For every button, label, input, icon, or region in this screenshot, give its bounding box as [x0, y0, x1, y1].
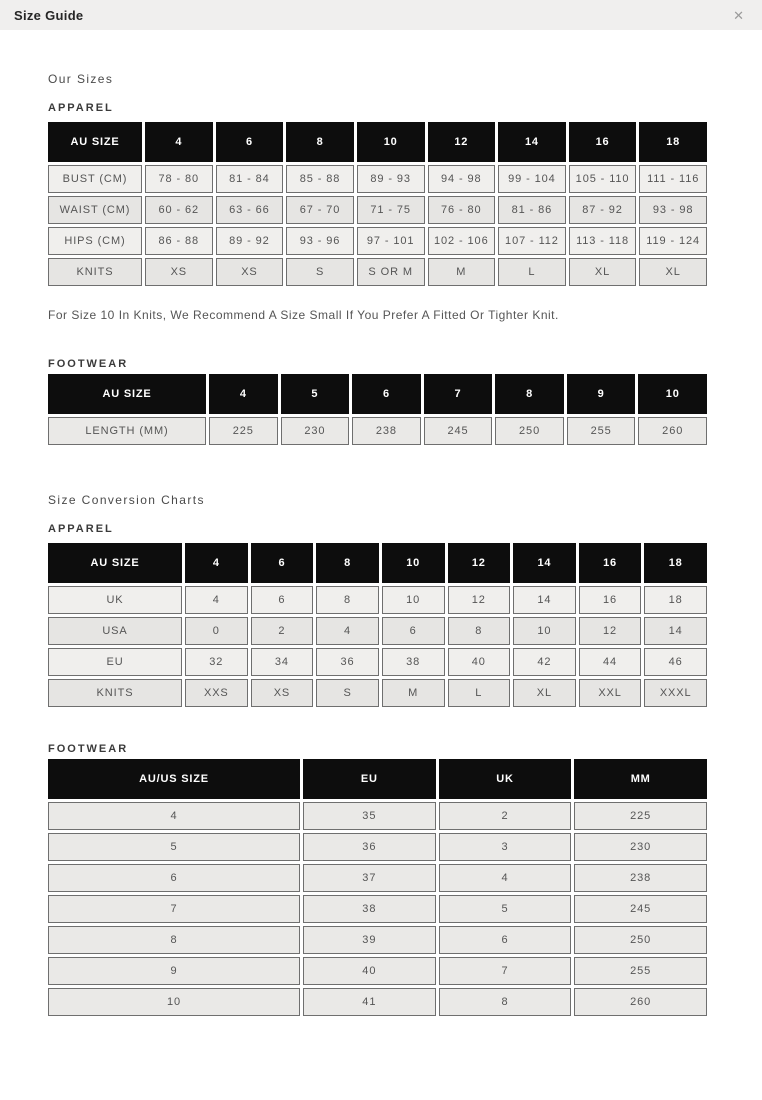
row-label-cell: 4	[48, 802, 300, 830]
table-cell: 14	[513, 586, 576, 614]
table-header-cell: EU	[303, 759, 436, 799]
topbar	[0, 0, 762, 30]
table-header-cell: MM	[574, 759, 707, 799]
table-header-cell: 14	[513, 543, 576, 583]
table-cell: 63 - 66	[216, 196, 284, 224]
table-cell: 102 - 106	[428, 227, 496, 255]
page-title: Size Guide	[14, 7, 84, 23]
table-cell: S	[316, 679, 379, 707]
table-cell: 225	[574, 802, 707, 830]
table-cell: 44	[579, 648, 642, 676]
table-cell: 94 - 98	[428, 165, 496, 193]
table-header-cell: 16	[569, 122, 637, 162]
table-cell: XS	[216, 258, 284, 286]
table-cell: 250	[574, 926, 707, 954]
table-cell: 87 - 92	[569, 196, 637, 224]
table-cell: 245	[424, 417, 493, 445]
table-cell: 250	[495, 417, 564, 445]
table-header-cell: 4	[185, 543, 248, 583]
close-icon[interactable]: ✕	[733, 7, 744, 23]
table-header-cell: AU SIZE	[48, 543, 182, 583]
table-header-cell: 6	[352, 374, 421, 414]
table-cell: 89 - 93	[357, 165, 425, 193]
row-label-cell: 6	[48, 864, 300, 892]
table-cell: 99 - 104	[498, 165, 566, 193]
table-header-cell: 12	[428, 122, 496, 162]
table-cell: 0	[185, 617, 248, 645]
table-cell: 119 - 124	[639, 227, 707, 255]
table-cell: 67 - 70	[286, 196, 354, 224]
table-cell: 18	[644, 586, 707, 614]
table-cell: 10	[382, 586, 445, 614]
row-label-cell: 8	[48, 926, 300, 954]
table-cell: 81 - 84	[216, 165, 284, 193]
table-header-cell: 10	[382, 543, 445, 583]
table-cell: 35	[303, 802, 436, 830]
table-cell: 86 - 88	[145, 227, 213, 255]
our-sizes-apparel-table	[48, 122, 707, 286]
table-cell: 8	[439, 988, 572, 1016]
table-cell: 8	[448, 617, 511, 645]
table-cell: 40	[303, 957, 436, 985]
apparel-label-conversion: APPAREL	[48, 523, 114, 535]
table-cell: 107 - 112	[498, 227, 566, 255]
table-header-cell: 4	[145, 122, 213, 162]
row-label-cell: EU	[48, 648, 182, 676]
table-cell: 10	[513, 617, 576, 645]
table-header-cell: 9	[567, 374, 636, 414]
row-label-cell: 9	[48, 957, 300, 985]
table-header-cell: 6	[216, 122, 284, 162]
table-cell: M	[382, 679, 445, 707]
table-cell: L	[498, 258, 566, 286]
footwear-label-our-sizes: FOOTWEAR	[48, 358, 129, 370]
table-cell: 260	[574, 988, 707, 1016]
row-label-cell: BUST (CM)	[48, 165, 142, 193]
row-label-cell: KNITS	[48, 679, 182, 707]
conversion-footwear-table	[48, 759, 707, 1016]
table-header-cell: UK	[439, 759, 572, 799]
table-header-cell: 5	[281, 374, 350, 414]
knits-note: For Size 10 In Knits, We Recommend A Size Small If You Prefer A Fitted Or Tighter Knit.	[48, 308, 559, 322]
conversion-apparel-table	[48, 543, 707, 707]
table-cell: 260	[638, 417, 707, 445]
table-header-cell: AU SIZE	[48, 374, 206, 414]
table-cell: XL	[569, 258, 637, 286]
table-cell: 12	[579, 617, 642, 645]
table-header-cell: 12	[448, 543, 511, 583]
table-header-cell: AU SIZE	[48, 122, 142, 162]
table-cell: 38	[382, 648, 445, 676]
table-cell: L	[448, 679, 511, 707]
table-cell: S	[286, 258, 354, 286]
table-cell: XXL	[579, 679, 642, 707]
table-cell: 4	[439, 864, 572, 892]
row-label-cell: 5	[48, 833, 300, 861]
table-header-cell: 7	[424, 374, 493, 414]
table-cell: 105 - 110	[569, 165, 637, 193]
table-header-cell: 18	[639, 122, 707, 162]
table-cell: 225	[209, 417, 278, 445]
table-header-cell: 8	[316, 543, 379, 583]
row-label-cell: LENGTH (MM)	[48, 417, 206, 445]
table-cell: 46	[644, 648, 707, 676]
table-cell: 37	[303, 864, 436, 892]
table-cell: XL	[513, 679, 576, 707]
table-cell: XS	[145, 258, 213, 286]
table-cell: 34	[251, 648, 314, 676]
table-cell: 32	[185, 648, 248, 676]
table-cell: XL	[639, 258, 707, 286]
table-header-cell: 10	[357, 122, 425, 162]
table-cell: 16	[579, 586, 642, 614]
conversion-charts-heading: Size Conversion Charts	[48, 493, 205, 507]
table-cell: 78 - 80	[145, 165, 213, 193]
row-label-cell: WAIST (CM)	[48, 196, 142, 224]
row-label-cell: 10	[48, 988, 300, 1016]
table-cell: 93 - 96	[286, 227, 354, 255]
table-header-cell: 8	[286, 122, 354, 162]
table-cell: 238	[574, 864, 707, 892]
table-cell: 4	[185, 586, 248, 614]
table-header-cell: 18	[644, 543, 707, 583]
table-cell: 255	[574, 957, 707, 985]
table-cell: 40	[448, 648, 511, 676]
table-cell: M	[428, 258, 496, 286]
table-cell: 97 - 101	[357, 227, 425, 255]
table-header-cell: AU/US SIZE	[48, 759, 300, 799]
table-cell: 2	[251, 617, 314, 645]
table-cell: XXXL	[644, 679, 707, 707]
row-label-cell: USA	[48, 617, 182, 645]
table-cell: 85 - 88	[286, 165, 354, 193]
table-cell: S OR M	[357, 258, 425, 286]
table-cell: 238	[352, 417, 421, 445]
table-cell: 5	[439, 895, 572, 923]
table-cell: 12	[448, 586, 511, 614]
table-cell: 8	[316, 586, 379, 614]
table-cell: 81 - 86	[498, 196, 566, 224]
table-cell: 6	[382, 617, 445, 645]
table-cell: 111 - 116	[639, 165, 707, 193]
table-cell: 93 - 98	[639, 196, 707, 224]
table-cell: 14	[644, 617, 707, 645]
table-cell: 60 - 62	[145, 196, 213, 224]
table-cell: 2	[439, 802, 572, 830]
row-label-cell: UK	[48, 586, 182, 614]
table-cell: 39	[303, 926, 436, 954]
table-cell: 38	[303, 895, 436, 923]
footwear-label-conversion: FOOTWEAR	[48, 743, 129, 755]
table-cell: 113 - 118	[569, 227, 637, 255]
table-cell: 4	[316, 617, 379, 645]
row-label-cell: HIPS (CM)	[48, 227, 142, 255]
row-label-cell: KNITS	[48, 258, 142, 286]
table-header-cell: 4	[209, 374, 278, 414]
table-cell: 230	[574, 833, 707, 861]
table-cell: XXS	[185, 679, 248, 707]
table-cell: 36	[303, 833, 436, 861]
table-cell: 36	[316, 648, 379, 676]
our-sizes-heading: Our Sizes	[48, 72, 114, 86]
table-cell: XS	[251, 679, 314, 707]
content-area	[0, 30, 762, 1016]
apparel-label-our-sizes: APPAREL	[48, 102, 114, 114]
table-cell: 76 - 80	[428, 196, 496, 224]
table-header-cell: 16	[579, 543, 642, 583]
row-label-cell: 7	[48, 895, 300, 923]
table-header-cell: 14	[498, 122, 566, 162]
table-cell: 255	[567, 417, 636, 445]
table-header-cell: 8	[495, 374, 564, 414]
table-cell: 7	[439, 957, 572, 985]
table-cell: 6	[251, 586, 314, 614]
table-cell: 41	[303, 988, 436, 1016]
table-cell: 245	[574, 895, 707, 923]
table-cell: 42	[513, 648, 576, 676]
table-cell: 3	[439, 833, 572, 861]
table-header-cell: 10	[638, 374, 707, 414]
our-sizes-footwear-table	[48, 374, 707, 445]
table-cell: 89 - 92	[216, 227, 284, 255]
table-cell: 6	[439, 926, 572, 954]
table-header-cell: 6	[251, 543, 314, 583]
table-cell: 230	[281, 417, 350, 445]
table-cell: 71 - 75	[357, 196, 425, 224]
